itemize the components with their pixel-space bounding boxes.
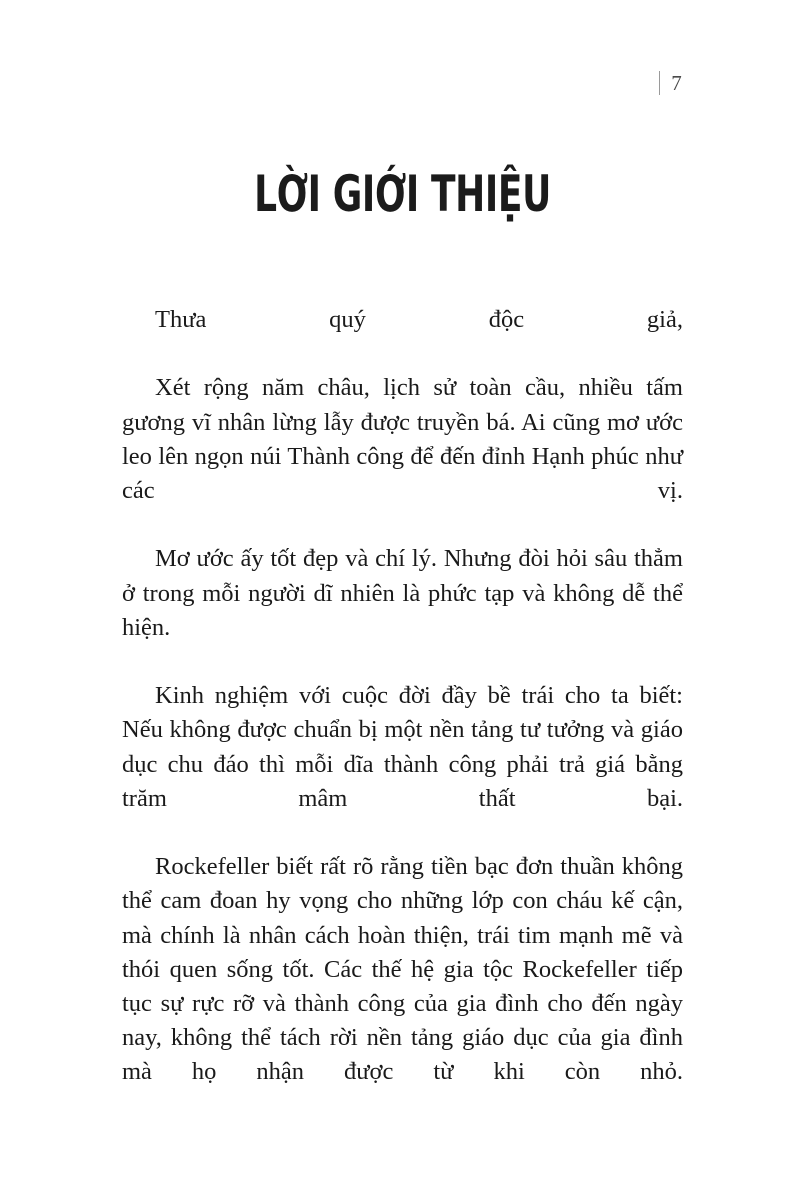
header-divider-rule: [659, 71, 660, 95]
paragraph: Rockefeller biết rất rõ rằng tiền bạc đơn thuần không thể cam đoan hy vọng cho những lớp con cháu kế cận, mà chính là nhân cách hoàn thiện, trái tim mạnh mẽ và thói quen sống tốt. Các thế hệ gia tộc Rockefeller tiếp tục sự rực rỡ và thành công của gia đình cho đến ngày nay, không thể tách rời nền tảng giáo dục của gia đình mà họ nhận được từ khi còn nhỏ.: [122, 853, 683, 1086]
running-header: [0, 68, 682, 98]
paragraph: Mơ ước ấy tốt đẹp và chí lý. Nhưng đòi hỏi sâu thẳm ở trong mỗi người dĩ nhiên là phức tạp và không dễ thể hiện.: [122, 545, 683, 641]
body-text-block: [122, 303, 683, 1124]
chapter-title: [0, 165, 805, 223]
paragraph: Thưa quý độc giả,: [155, 306, 683, 333]
paragraph: Xét rộng năm châu, lịch sử toàn cầu, nhiều tấm gương vĩ nhân lừng lẫy được truyền bá. Ai cũng mơ ước leo lên ngọn núi Thành công để đến đỉnh Hạnh phúc như các vị.: [122, 374, 683, 505]
page-number: 7: [671, 70, 682, 95]
paragraph: Kinh nghiệm với cuộc đời đầy bề trái cho ta biết: Nếu không được chuẩn bị một nền tảng tư tưởng và giáo dục chu đáo thì mỗi dĩa thành công phải trả giá bằng trăm mâm thất bại.: [122, 682, 683, 812]
chapter-title-text: LỜI GIỚI THIỆU: [254, 165, 551, 223]
